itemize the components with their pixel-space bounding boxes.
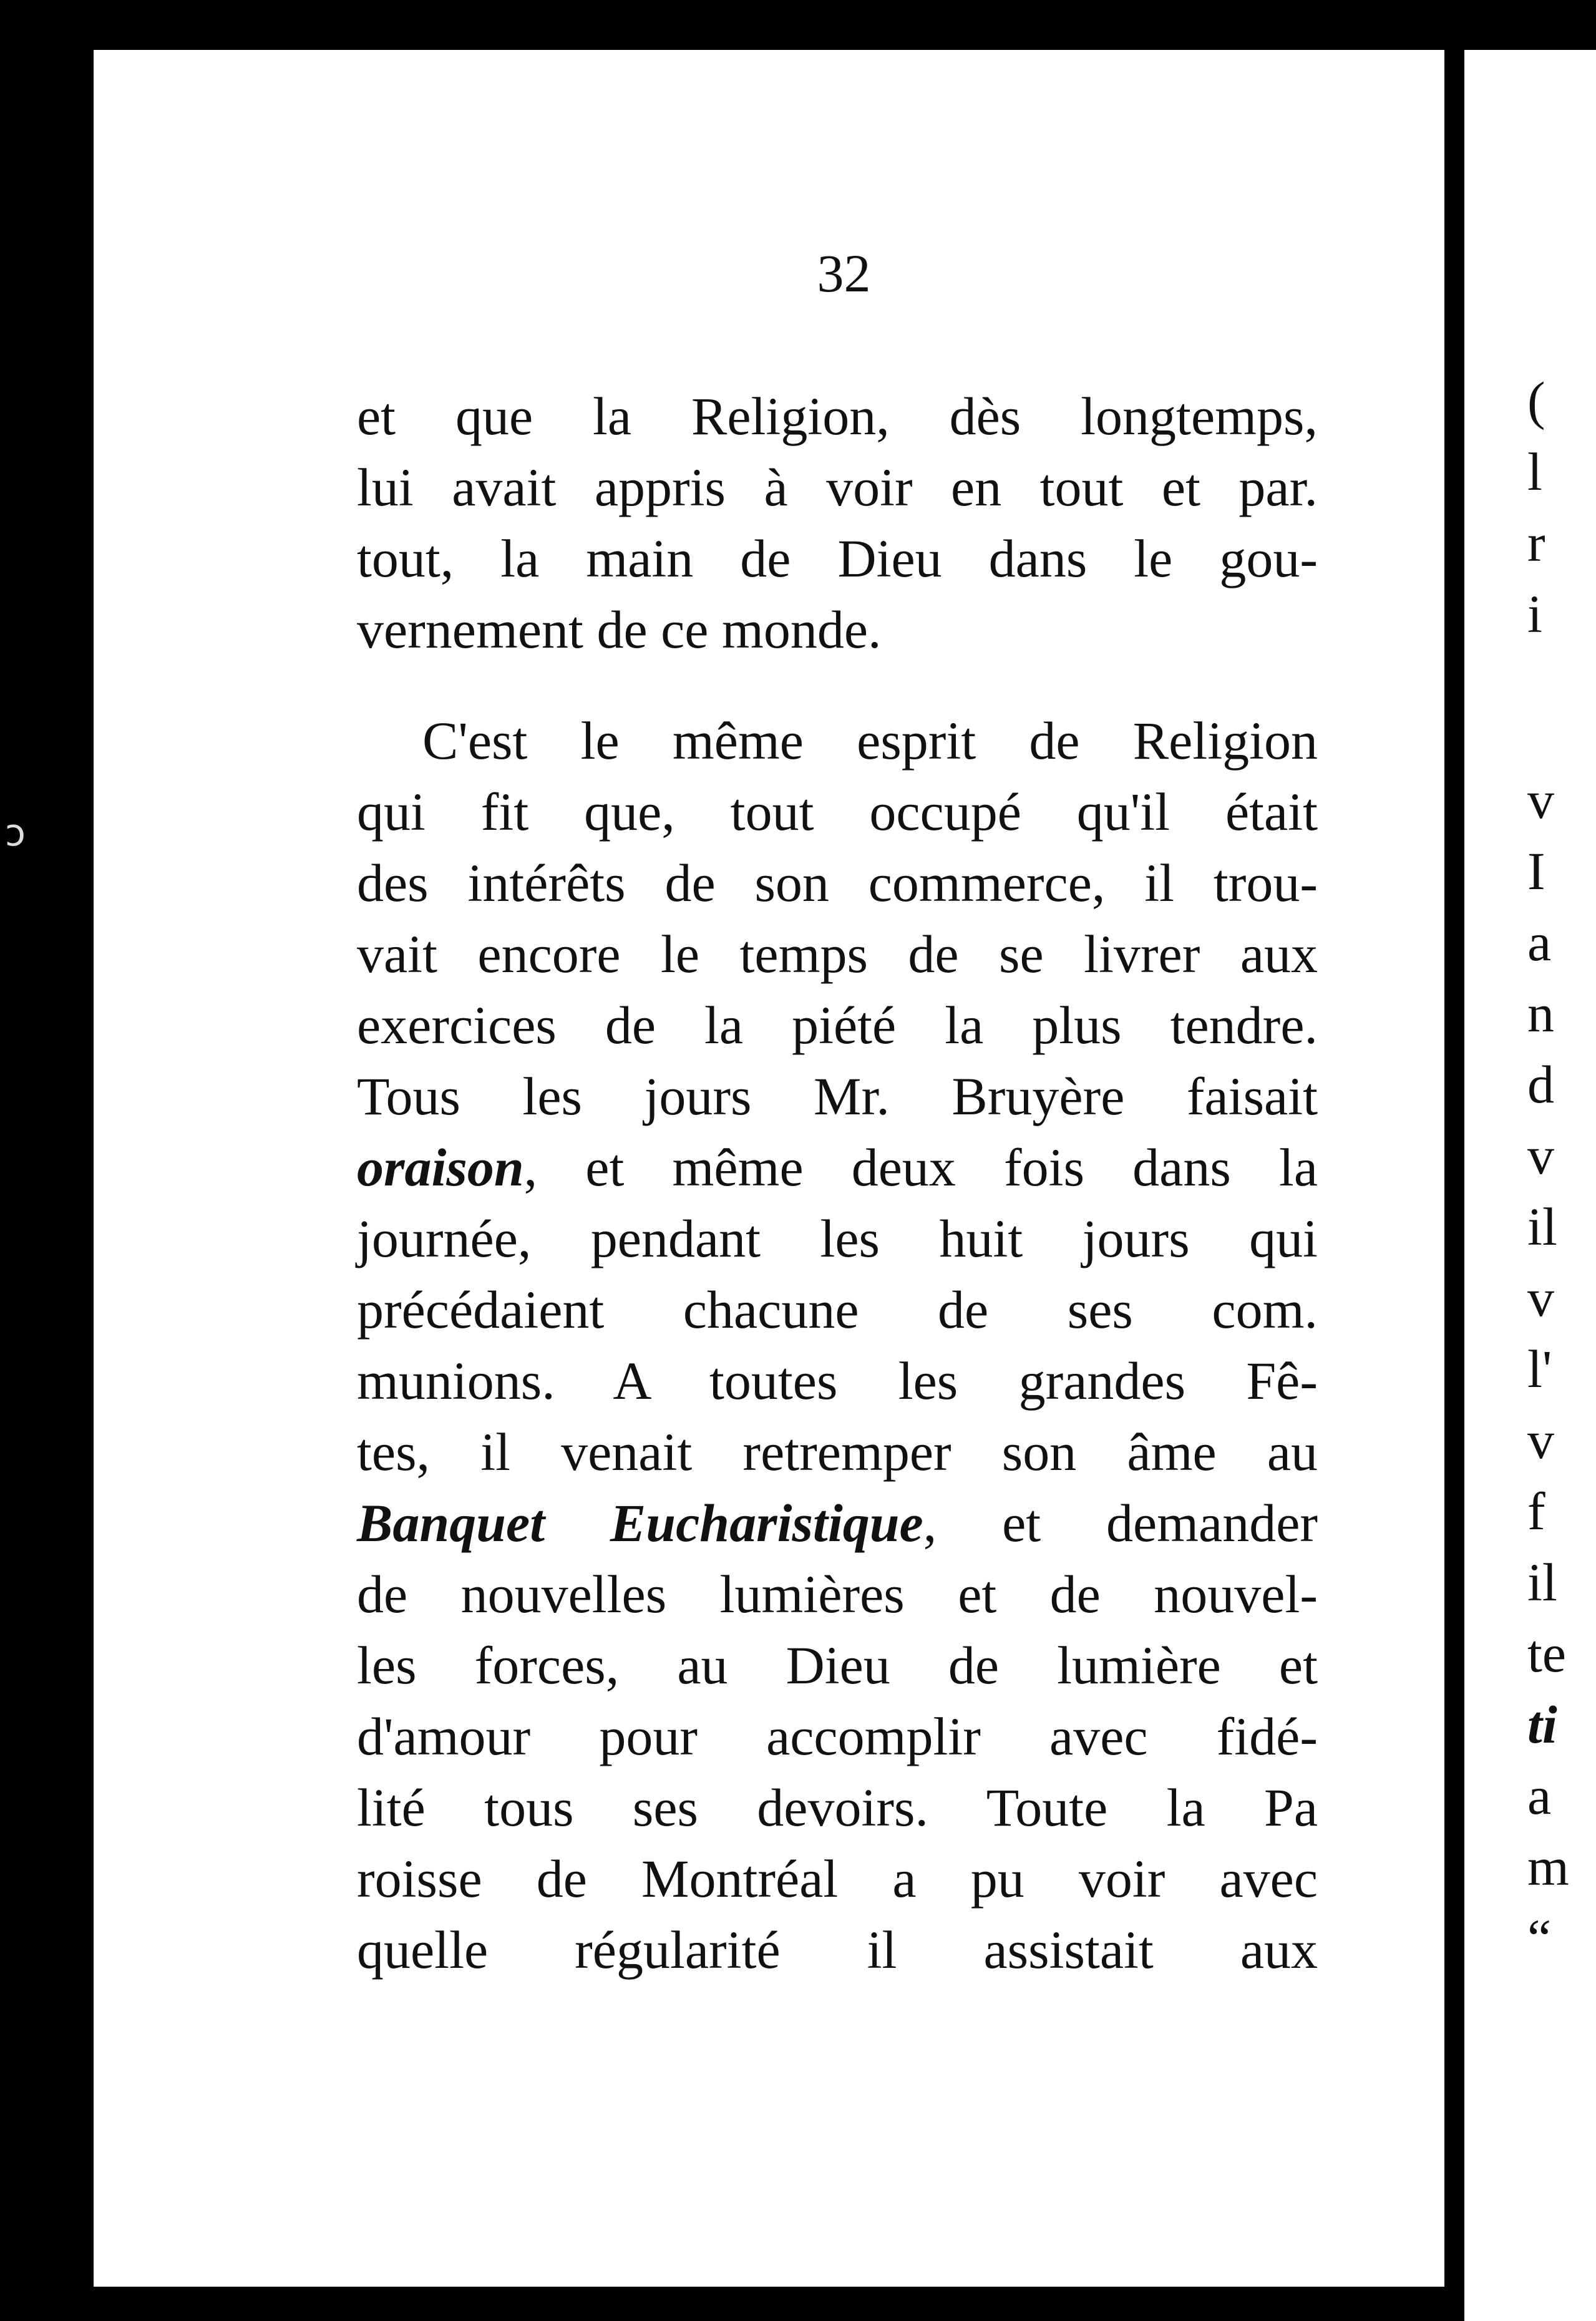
fragment: r — [1527, 513, 1545, 573]
fragment: il — [1527, 1197, 1557, 1257]
text-line: Tous les jours Mr. Bruyère faisait — [357, 1066, 1318, 1126]
italic-phrase: Banquet Eucharistique — [357, 1493, 923, 1553]
page-number: 32 — [817, 243, 871, 303]
text-line: les forces, au Dieu de lumière et — [357, 1635, 1318, 1695]
fragment: i — [1527, 584, 1542, 644]
text-line: de nouvelles lumières et de nouvel- — [357, 1564, 1318, 1624]
fragment: v — [1527, 770, 1554, 830]
paragraph-1 — [357, 381, 1318, 665]
text-line: exercices de la piété la plus tendre. — [357, 995, 1318, 1055]
text-line: vernement de ce monde. — [357, 600, 882, 659]
fragment: l' — [1527, 1339, 1552, 1399]
text-line: et que la Religion, dès longtemps, — [357, 386, 1318, 446]
text-line: précédaient chacune de ses com. — [357, 1280, 1318, 1340]
text-line: journée, pendant les huit jours qui — [357, 1209, 1318, 1268]
fragment: m — [1527, 1837, 1569, 1897]
text-line: lité tous ses devoirs. Toute la Pa — [357, 1778, 1318, 1837]
next-page-fragments-top — [1527, 365, 1596, 650]
fragment: ti — [1527, 1695, 1557, 1754]
text-line — [357, 1487, 1318, 1559]
text-line: vait encore le temps de se livrer aux — [357, 924, 1318, 984]
text-line — [357, 1132, 1318, 1203]
fragment: v — [1527, 1126, 1554, 1185]
fragment: f — [1527, 1481, 1545, 1541]
paragraph-2 — [357, 705, 1318, 1985]
fragment: v — [1527, 1268, 1554, 1328]
text-line: munions. A toutes les grandes Fê- — [357, 1351, 1318, 1411]
fragment: l — [1527, 442, 1542, 502]
text-line: tout, la main de Dieu dans le gou- — [357, 528, 1318, 588]
text-line: lui avait appris à voir en tout et par. — [357, 457, 1318, 517]
fragment: a — [1527, 1766, 1552, 1826]
text-span: , et même deux fois dans la — [523, 1137, 1318, 1197]
text-line: d'amour pour accomplir avec fidé- — [357, 1706, 1318, 1766]
margin-smudge: ↄ — [5, 811, 26, 855]
fragment: d — [1527, 1054, 1554, 1114]
italic-word: oraison — [357, 1137, 524, 1197]
page-gutter — [1444, 0, 1464, 2321]
text-line: C'est le même esprit de Religion — [422, 711, 1318, 771]
fragment: il — [1527, 1552, 1557, 1612]
fragment: “ — [1527, 1908, 1552, 1968]
text-line: qui fit que, tout occupé qu'il était — [357, 782, 1318, 842]
text-line: des intérêts de son commerce, il trou- — [357, 853, 1318, 913]
fragment: ( — [1527, 371, 1545, 431]
fragment: n — [1527, 983, 1554, 1043]
fragment: v — [1527, 1410, 1554, 1470]
next-page-fragments-bottom — [1527, 764, 1596, 1973]
fragment: te — [1527, 1623, 1567, 1683]
fragment: I — [1527, 841, 1545, 901]
fragment: a — [1527, 912, 1552, 972]
text-line: roisse de Montréal a pu voir avec — [357, 1849, 1318, 1909]
text-line: tes, il venait retremper son âme au — [357, 1422, 1318, 1482]
text-line: quelle régularité il assistait aux — [357, 1920, 1318, 1980]
text-span: , et demander — [923, 1493, 1318, 1553]
